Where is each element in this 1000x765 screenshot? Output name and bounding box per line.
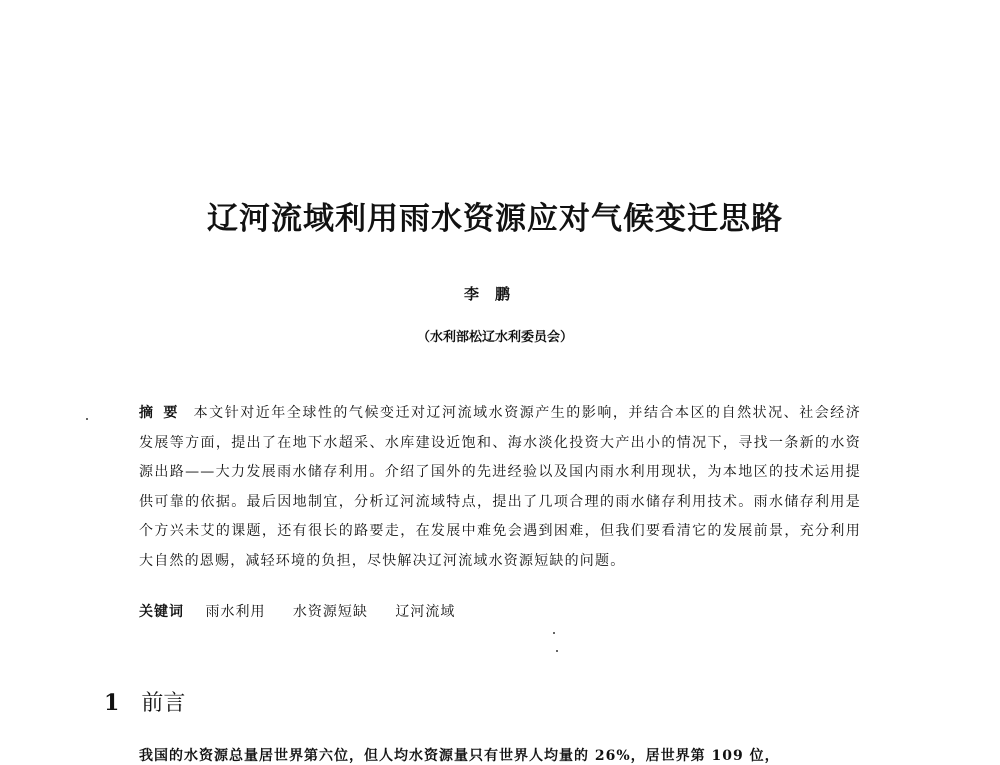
paper-title: 辽河流域利用雨水资源应对气候变迁思路 [207,201,783,237]
author-name: 李鹏 [463,285,526,303]
keyword-item: 水资源短缺 [292,604,368,620]
keywords-label: 关键词 [139,604,184,620]
body-paragraph: 我国的水资源总量居世界第六位，但人均水资源量只有世界人均量的 26%，居世界第 109 位， [139,748,780,764]
section-heading [104,686,185,717]
scan-speck [553,632,555,634]
abstract-text: 本文针对近年全球性的气候变迁对辽河流域水资源产生的影响，并结合本区的自然状况、社会经济发展等方面，提出了在地下水超采、水库建设近饱和、海水淡化投资大产出小的情况下，寻找一条新的水资源出路——大力发展雨水储存利用。介绍了国外的先进经验以及国内雨水利用现状，为本地区的技术运用提供可靠的依据。最后因地制宜，分析辽河流域特点，提出了几项合理的雨水储存利用技术。雨水储存利用是个方兴未艾的课题，还有很长的路要走，在发展中难免会遇到困难，但我们要看清它的发展前景，充分利用大自然的恩赐，减轻环境的负担，尽快解决辽河流域水资源短缺的问题。 [139,405,861,569]
keyword-item: 辽河流域 [395,604,456,620]
abstract-label: 摘要 [139,405,188,421]
author-affiliation: （水利部松辽水利委员会） [416,330,573,345]
section-title: 前言 [141,691,186,716]
abstract-block [139,399,861,576]
scan-speck [556,650,558,652]
scan-speck [86,418,88,420]
keyword-item: 雨水利用 [205,604,266,620]
keywords-block [139,601,861,621]
section-number: 1 [104,690,120,716]
